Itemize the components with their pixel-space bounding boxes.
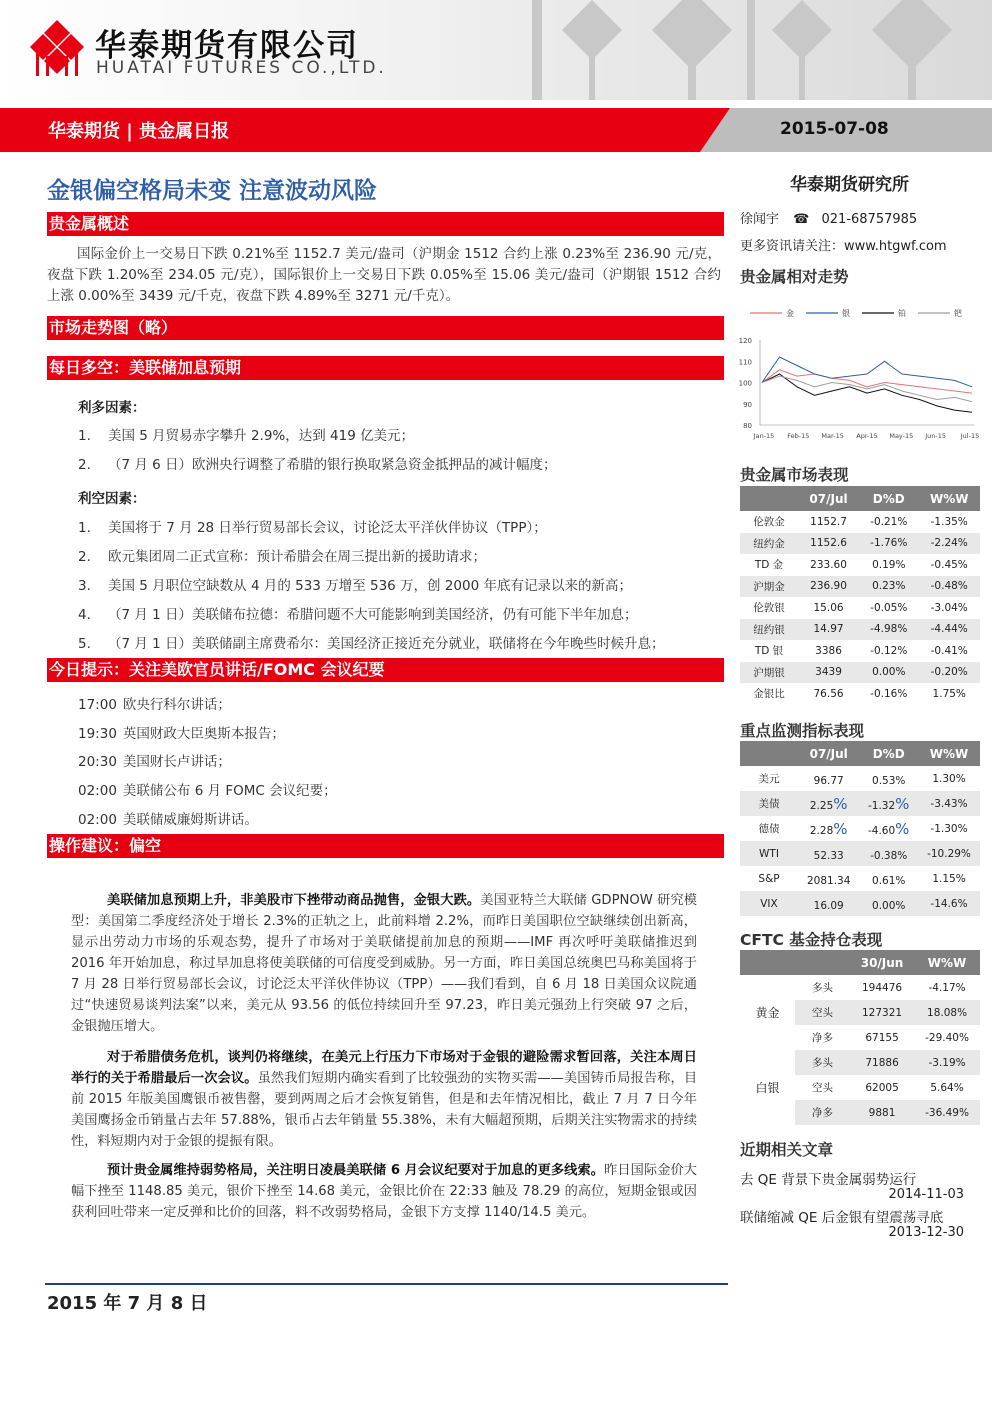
- schedule-item: [78, 722, 285, 742]
- table-cell: -4.44%: [918, 619, 980, 641]
- table-cell: 18.08%: [914, 1000, 980, 1025]
- table-cell: -1.35%: [930, 515, 968, 528]
- report-title: 华泰期货 | 贵金属日报: [48, 121, 230, 142]
- more-info-link[interactable]: 更多资讯请关注：www.htgwf.com: [740, 239, 947, 254]
- analysis-paragraph: [71, 1047, 697, 1152]
- cell-value: 0.00%: [872, 899, 906, 912]
- table-cell: 空头: [795, 1075, 850, 1100]
- table-header-cell: W%W: [918, 741, 980, 766]
- table-cell: 14.97: [798, 619, 859, 641]
- table-cell: [798, 766, 859, 791]
- table-cell: TD 银: [754, 645, 784, 658]
- table-cell: 金银比: [753, 688, 785, 701]
- list-item: [78, 516, 547, 536]
- schedule-event: 美国财长卢讲话；: [122, 754, 231, 770]
- table-cell: 白银: [740, 1050, 795, 1125]
- legend-label: 钯: [954, 309, 962, 318]
- table-cell: [798, 791, 859, 816]
- table-row: [740, 683, 980, 705]
- schedule-event: 欧央行科尔讲话；: [122, 697, 231, 713]
- table-cell: -1.76%: [859, 533, 918, 555]
- list-text: 美国将于 7 月 28 日举行贸易部长会议，讨论泛太平洋伙伴协议（TPP）；: [108, 520, 547, 536]
- table-cell: 1152.6: [798, 533, 859, 555]
- table-cell: 纽约银: [740, 619, 798, 641]
- research-institute: 华泰期货研究所: [790, 175, 909, 195]
- company-name-en: HUATAI FUTURES CO.,LTD.: [96, 58, 387, 78]
- table-cell: 0.19%: [872, 558, 906, 571]
- cell-value: 2.25: [809, 799, 834, 812]
- y-tick-label: 80: [743, 422, 752, 430]
- list-item: [78, 545, 486, 565]
- table-row: [740, 533, 980, 555]
- section-market-chart-header: 市场走势图（略）: [47, 316, 724, 340]
- cell-value: 2.28: [809, 824, 834, 837]
- table-cell: [859, 841, 918, 866]
- list-item: [78, 632, 665, 652]
- table-header-cell: [740, 741, 798, 766]
- table-row: [740, 841, 980, 866]
- table-row: [740, 975, 980, 1000]
- related-article-date: 2014-11-03: [888, 1187, 964, 1202]
- table-header-cell: W%W: [918, 486, 980, 511]
- report-date: 2015-07-08: [780, 119, 889, 139]
- related-article-link[interactable]: 联储缩减 QE 后金银有望震荡寻底: [740, 1210, 944, 1226]
- section-advice-header: 操作建议：偏空: [47, 834, 724, 858]
- table-cell: 9881: [850, 1100, 914, 1125]
- table-header-cell: [795, 950, 850, 975]
- y-tick-label: 100: [738, 379, 752, 388]
- table-row: [740, 597, 980, 619]
- table-row: [740, 576, 980, 598]
- table-cell: [859, 816, 918, 841]
- table-cell: -1.30%: [930, 822, 968, 835]
- indicator-table: [740, 741, 980, 916]
- table-row: [740, 619, 980, 641]
- table-header-cell: [740, 486, 798, 511]
- overview-text: 国际金价上一交易日下跌 0.21%至 1152.7 美元/盎司（沪期金 1512 合约上涨 0.23%至 236.90 元/克，夜盘下跌 1.20%至 234.05 元/克），国际银价上一交易日下跌 0.05%至 15.06 美元/盎司（沪期银 1512 合约上涨 0.00%至 3439 元/千克，夜盘下跌 4.89%至 3271 元/千克）。: [47, 246, 721, 304]
- section-daily-header: 每日多空：美联储加息预期: [47, 356, 724, 380]
- list-item: [78, 453, 557, 473]
- analysis-paragraph-lead: 对于希腊债务危机，谈判仍将继续，在美元上行压力下市场对于金银的避险需求暂回落，关注本周日举行的关于希腊最后一次会议。: [71, 1050, 697, 1086]
- table-cell: 0.00%: [859, 662, 918, 684]
- phone-icon: ☎: [793, 212, 810, 227]
- analysis-paragraph-body: 昨日国际金价大幅下挫至 1148.85 美元，银价下挫至 14.68 美元，金银比价在 22:33 触及 78.29 的高位，短期金银或因获利回吐带来一定反弹和比价的回落，料不改弱势格局，金银下方支撑 1140/14.5 美元。: [71, 1163, 697, 1220]
- table-header-cell: 30/Jun: [850, 950, 914, 975]
- table-row: [740, 1050, 980, 1075]
- list-number: 4.: [78, 607, 91, 623]
- table-cell: 233.60: [810, 558, 847, 571]
- list-text: 美国 5 月贸易赤字攀升 2.9%，达到 419 亿美元；: [108, 428, 415, 444]
- table-cell: [798, 841, 859, 866]
- table-cell: 多头: [812, 982, 833, 994]
- x-tick-label: Feb-15: [787, 432, 810, 440]
- related-article-date: 2013-12-30: [888, 1225, 964, 1240]
- company-logo-icon: [30, 20, 84, 76]
- cftc-table: [740, 950, 980, 1125]
- schedule-item: [78, 779, 337, 799]
- x-tick-label: Jun-15: [925, 432, 947, 440]
- list-item: [78, 603, 638, 623]
- schedule-time: 02:00: [78, 812, 117, 828]
- table-cell: -29.40%: [914, 1025, 980, 1050]
- list-number: 3.: [78, 578, 91, 594]
- schedule-time: 20:30: [78, 754, 117, 770]
- x-tick-label: Jul-15: [960, 432, 980, 440]
- footer-divider: [45, 1283, 728, 1285]
- indicator-table-header: 重点监测指标表现: [740, 722, 865, 740]
- schedule-item: [78, 808, 258, 828]
- table-row: [740, 791, 980, 816]
- table-cell: 多头: [795, 1050, 850, 1075]
- table-header-cell: D%D: [859, 741, 918, 766]
- legend-label: 金: [786, 309, 794, 318]
- legend-label: 银: [842, 309, 850, 318]
- relative-trend-chart: [740, 300, 980, 450]
- section-overview-header: 贵金属概述: [47, 212, 724, 236]
- list-text: 美国 5 月职位空缺数从 4 月的 533 万增至 536 万，创 2000 年底有记录以来的新高；: [108, 578, 632, 594]
- table-cell: 15.06: [813, 601, 844, 614]
- table-cell: -3.43%: [918, 791, 980, 816]
- cell-value: -4.60: [867, 824, 896, 837]
- section-today-header: 今日提示：关注美欧官员讲话/FOMC 会议纪要: [47, 658, 724, 682]
- cell-value: -0.38%: [870, 849, 908, 862]
- table-cell: 伦敦银: [753, 602, 785, 615]
- table-header-cell: W%W: [914, 950, 980, 975]
- footer-date: 2015 年 7 月 8 日: [47, 1293, 208, 1314]
- table-cell: 62005: [850, 1075, 914, 1100]
- table-cell: -0.21%: [870, 515, 908, 528]
- table-cell: -14.6%: [918, 891, 980, 916]
- list-text: （7 月 1 日）美联储布拉德：希腊问题不大可能影响到美国经济，仍有可能下半年加息；: [108, 607, 638, 623]
- y-tick-label: 110: [738, 358, 752, 367]
- table-cell: [859, 766, 918, 791]
- table-row: [740, 554, 980, 576]
- schedule-time: 17:00: [78, 697, 117, 713]
- table-cell: -3.04%: [930, 601, 968, 614]
- list-number: 1.: [78, 428, 91, 444]
- table-cell: 3386: [815, 644, 842, 657]
- header-decoration: [532, 0, 992, 100]
- bear-factors-label: 利空因素：: [78, 491, 146, 507]
- table-cell: S&P: [758, 872, 780, 885]
- analysis-paragraph-body: 美国亚特兰大联储 GDPNOW 研究模型：美国第二季度经济处于增长 2.3%的正轨之上，此前料增 2.2%，而昨日美国职位空缺继续创出新高，显示出劳动力市场的乐观态势，提升了市场对于美联储提前加息的预期——IMF 再次呼吁美联储推迟到 2016 年开始加息，称过早加息将使美联储的可信度受到威胁。另一方面，昨日美国总统奥巴马称美国将于 7 月 28 日举行贸易部长会议，讨论泛太平洋伙伴协议（TPP）——我们看到，自 6 月 18 日美国众议院通过“快速贸易谈判法案”以来，美元从 93.56 的低位持续回升至 97.23，昨日美元强劲上行突破 97 之后，金银抛压增大。: [71, 893, 697, 1034]
- table-cell: 236.90: [798, 576, 859, 598]
- table-cell: [859, 891, 918, 916]
- cftc-table-header: CFTC 基金持仓表现: [740, 931, 883, 949]
- list-text: （7 月 6 日）欧洲央行调整了希腊的银行换取紧急资金抵押品的减计幅度；: [108, 457, 557, 473]
- table-cell: [798, 866, 859, 891]
- schedule-item: [78, 750, 231, 770]
- list-number: 2.: [78, 457, 91, 473]
- table-row: [740, 511, 980, 533]
- cell-unit: %: [833, 819, 848, 838]
- cell-value: 2081.34: [806, 874, 851, 887]
- analysis-paragraph-lead: 美联储加息预期上升，非美股市下挫带动商品抛售，金银大跌。: [107, 893, 481, 908]
- table-cell: [859, 866, 918, 891]
- trend-chart-header: 贵金属相对走势: [740, 268, 849, 286]
- table-cell: 纽约金: [740, 533, 798, 555]
- schedule-event: 美联储威廉姆斯讲话。: [122, 812, 258, 828]
- table-cell: 71886: [850, 1050, 914, 1075]
- legend-label: 铂: [898, 309, 906, 318]
- market-table: [740, 486, 980, 705]
- table-row: [740, 866, 980, 891]
- analysis-paragraph-body: 虽然我们短期内确实看到了比较强劲的实物买需——美国铸币局报告称，目前 2015 年版美国鹰银币被售罄，要到两周之后才会恢复销售，但是和去年情况相比，截止 7 月 7 日今年美国鹰扬金币销量占去年 57.88%，银币占去年销量 55.38%，未有大幅超预期，后期关注实物需求的持续性，料短期内对于金银的提振有限。: [71, 1071, 698, 1149]
- table-cell: 194476: [862, 981, 903, 994]
- table-cell: 5.64%: [914, 1075, 980, 1100]
- cell-unit: %: [895, 819, 910, 838]
- table-cell: 美债: [740, 791, 798, 816]
- table-header-cell: 07/Jul: [798, 741, 859, 766]
- table-cell: -0.05%: [870, 601, 908, 614]
- table-cell: -10.29%: [918, 841, 980, 866]
- y-tick-label: 90: [743, 400, 752, 409]
- table-row: [740, 640, 980, 662]
- y-tick-label: 120: [738, 337, 752, 345]
- cell-unit: %: [833, 794, 848, 813]
- table-cell: 1152.7: [810, 515, 847, 528]
- cell-unit: %: [895, 794, 910, 813]
- series-line: [762, 357, 972, 387]
- analyst-contact: [740, 208, 917, 227]
- table-cell: 空头: [795, 1000, 850, 1025]
- table-row: [740, 891, 980, 916]
- analyst-name: 徐闻宇: [740, 212, 780, 227]
- cell-value: 96.77: [813, 774, 844, 787]
- table-cell: WTI: [740, 841, 798, 866]
- analysis-paragraph: [71, 1160, 697, 1223]
- schedule-item: [78, 693, 231, 713]
- list-number: 5.: [78, 636, 91, 652]
- schedule-time: 19:30: [78, 726, 117, 742]
- table-cell: 76.56: [813, 687, 844, 700]
- analyst-phone: 021-68757985: [821, 212, 918, 227]
- table-cell: 沪期银: [740, 662, 798, 684]
- market-table-header: 贵金属市场表现: [740, 466, 849, 484]
- table-row: [740, 662, 980, 684]
- x-tick-label: Apr-15: [856, 432, 878, 440]
- table-cell: -0.12%: [870, 644, 908, 657]
- table-cell: -0.48%: [918, 576, 980, 598]
- table-cell: 净多: [795, 1025, 850, 1050]
- table-header-cell: D%D: [859, 486, 918, 511]
- table-cell: 黄金: [740, 975, 795, 1050]
- table-cell: 德债: [758, 823, 780, 835]
- table-cell: [798, 891, 859, 916]
- table-cell: 67155: [850, 1025, 914, 1050]
- x-tick-label: Mar-15: [821, 432, 844, 440]
- table-cell: -0.41%: [930, 644, 968, 657]
- list-number: 2.: [78, 549, 91, 565]
- table-cell: -36.49%: [914, 1100, 980, 1125]
- x-tick-label: Jan-15: [753, 432, 775, 440]
- table-cell: 3439: [798, 662, 859, 684]
- table-cell: TD 金: [754, 559, 784, 572]
- table-cell: -0.45%: [930, 558, 968, 571]
- analysis-paragraph-lead: 预计贵金属维持弱势格局，关注明日凌晨美联储 6 月会议纪要对于加息的更多线索。: [107, 1163, 605, 1178]
- series-line: [762, 370, 972, 393]
- x-tick-label: May-15: [889, 432, 914, 440]
- table-cell: -4.98%: [859, 619, 918, 641]
- table-cell: 美元: [758, 773, 780, 785]
- list-text: （7 月 1 日）美联储副主席费希尔：美国经济正接近充分就业，联储将在今年晚些时候升息；: [108, 636, 665, 652]
- table-cell: -0.20%: [918, 662, 980, 684]
- bull-factors-label: 利多因素：: [78, 400, 146, 416]
- report-banner: [0, 108, 992, 152]
- table-cell: 127321: [850, 1000, 914, 1025]
- analysis-paragraph: [71, 890, 697, 1037]
- table-cell: VIX: [740, 891, 798, 916]
- list-item: [78, 424, 414, 444]
- table-cell: [798, 816, 859, 841]
- table-cell: 伦敦金: [753, 516, 785, 529]
- page-header: [0, 0, 992, 100]
- company-name-cn: 华泰期货有限公司: [95, 28, 359, 64]
- table-cell: 净多: [795, 1100, 850, 1125]
- list-number: 1.: [78, 520, 91, 536]
- schedule-time: 02:00: [78, 783, 117, 799]
- cell-value: 0.61%: [872, 874, 906, 887]
- table-cell: 1.30%: [932, 772, 966, 785]
- list-text: 欧元集团周二正式宣称：预计希腊会在周三提出新的援助请求；: [108, 549, 486, 565]
- table-row: [740, 766, 980, 791]
- table-cell: 1.75%: [932, 687, 966, 700]
- schedule-event: 英国财政大臣奥斯本报告；: [122, 726, 285, 742]
- cell-value: 52.33: [813, 849, 844, 862]
- related-article-link[interactable]: 去 QE 背景下贵金属弱势运行: [740, 1172, 917, 1188]
- article-title: 金银偏空格局未变 注意波动风险: [47, 178, 378, 204]
- table-cell: [859, 791, 918, 816]
- table-cell: -0.16%: [870, 687, 908, 700]
- table-cell: 1.15%: [932, 872, 966, 885]
- cell-value: -1.32: [867, 799, 896, 812]
- table-cell: 0.23%: [859, 576, 918, 598]
- cell-value: 0.53%: [872, 774, 906, 787]
- table-header-cell: [740, 950, 795, 975]
- table-row: [740, 816, 980, 841]
- table-cell: -4.17%: [928, 981, 966, 994]
- table-cell: -2.24%: [918, 533, 980, 555]
- table-cell: 沪期金: [740, 576, 798, 598]
- table-cell: -3.19%: [914, 1050, 980, 1075]
- table-header-cell: 07/Jul: [798, 486, 859, 511]
- schedule-event: 美联储公布 6 月 FOMC 会议纪要；: [122, 783, 337, 799]
- related-articles-header: 近期相关文章: [740, 1141, 834, 1159]
- cell-value: 16.09: [813, 899, 844, 912]
- list-item: [78, 574, 632, 594]
